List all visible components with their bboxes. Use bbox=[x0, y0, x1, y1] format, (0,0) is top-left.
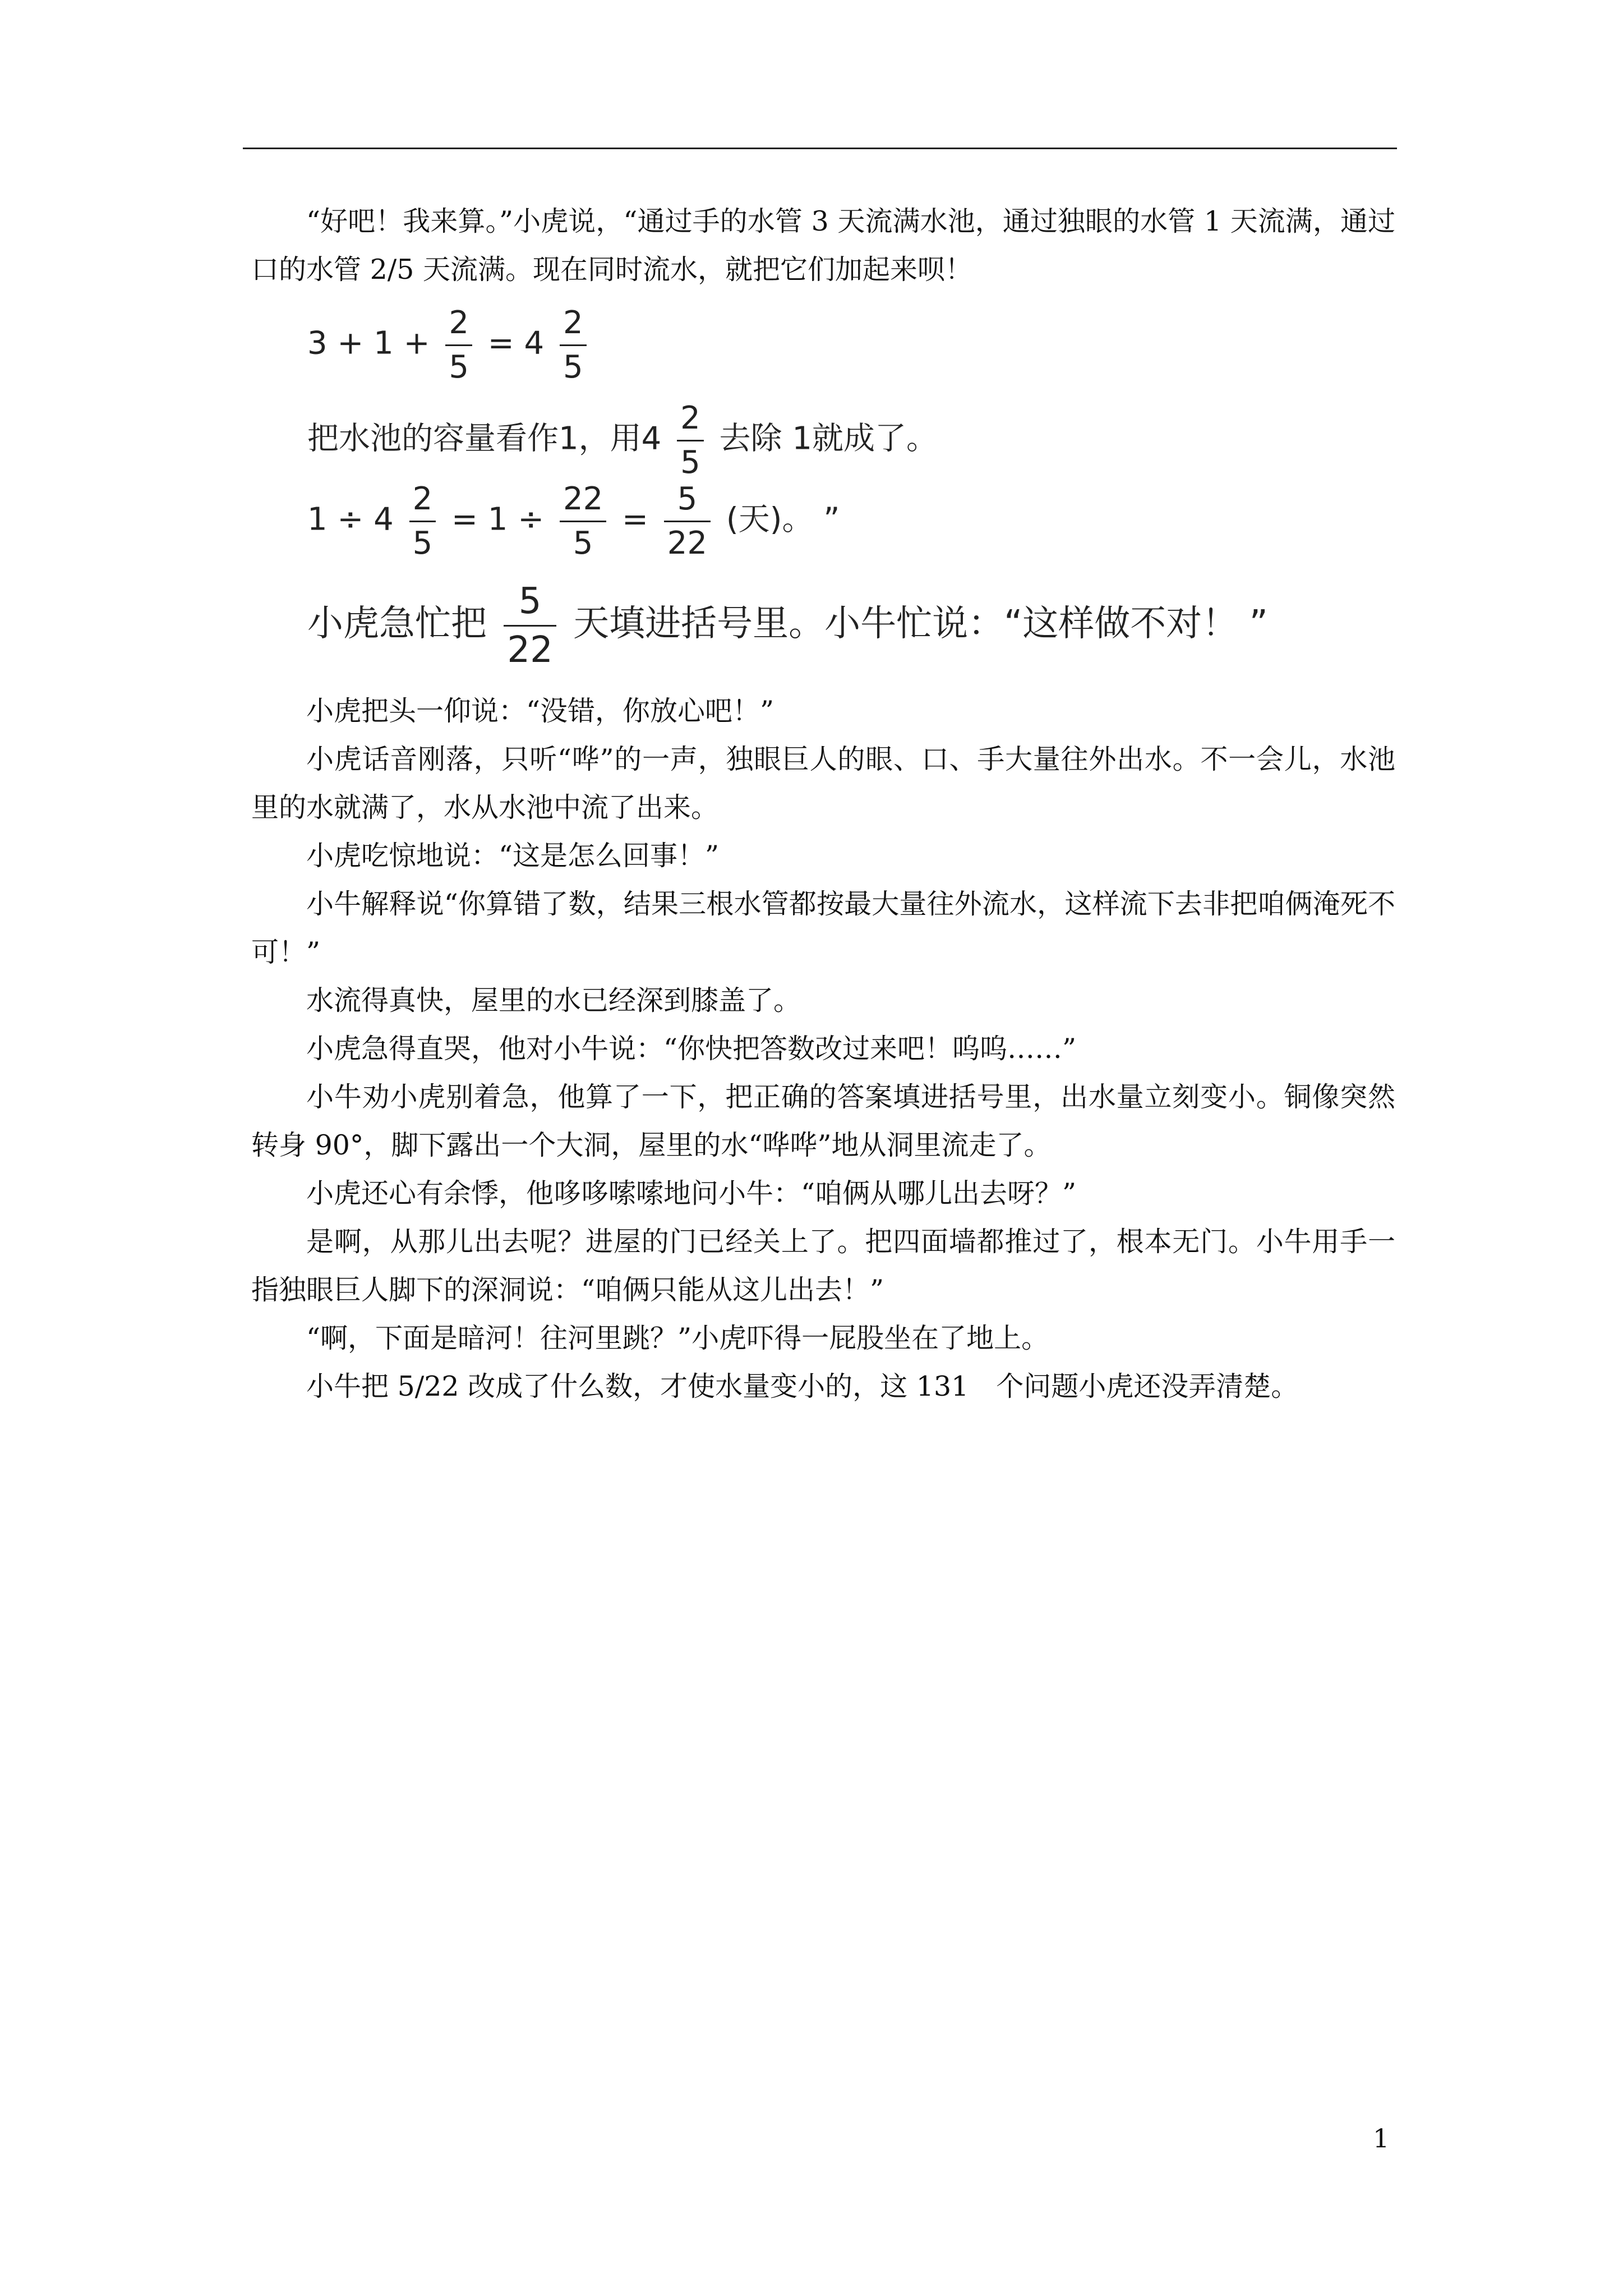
page-number: 1 bbox=[1373, 2123, 1390, 2154]
paragraph-4: 小虎吃惊地说：“这是怎么回事！” bbox=[306, 840, 720, 872]
fraction-denominator: 5 bbox=[412, 525, 433, 562]
header-rule bbox=[243, 148, 1397, 149]
fraction-bar bbox=[664, 521, 711, 522]
eq4-post: 天填进括号里。小牛忙说：“这样做不对！ ” bbox=[573, 603, 1268, 645]
paragraph-3: 小虎话音刚落，只听“哗”的一声，独眼巨人的眼、口、手大量往外出水。不一会儿，水池里的水就满了，水从水池中流了出来。 bbox=[251, 743, 1395, 823]
fraction-denominator: 5 bbox=[562, 349, 583, 385]
paragraph-8: 小牛劝小虎别着急，他算了一下，把正确的答案填进括号里，出水量立刻变小。铜像突然转身 90°，脚下露出一个大洞，屋里的水“哗哗”地从洞里流走了。 bbox=[251, 1081, 1395, 1161]
equation-sentence-large bbox=[307, 581, 1268, 671]
paragraph-7: 小虎急得直哭，他对小牛说：“你快把答数改过来吧！呜呜……” bbox=[306, 1033, 1077, 1065]
fraction-numerator: 5 bbox=[518, 581, 542, 622]
fraction bbox=[445, 307, 472, 383]
fraction-numerator: 2 bbox=[412, 481, 433, 517]
fraction-denominator: 22 bbox=[667, 525, 708, 562]
fraction-bar bbox=[560, 344, 587, 346]
fraction-bar bbox=[560, 521, 606, 522]
equation-sentence bbox=[307, 400, 938, 481]
fraction bbox=[664, 481, 711, 562]
fraction-numerator: 2 bbox=[449, 305, 469, 341]
fraction-numerator: 2 bbox=[680, 400, 700, 436]
fraction bbox=[560, 481, 606, 562]
eq1-lhs: 3 + 1 + bbox=[307, 325, 430, 362]
fraction-denominator: 5 bbox=[573, 525, 593, 562]
fraction bbox=[504, 581, 556, 671]
eq3-equals: = bbox=[622, 501, 648, 538]
eq3-lhs: 1 ÷ 4 bbox=[307, 501, 394, 538]
paragraph-6: 水流得真快，屋里的水已经深到膝盖了。 bbox=[306, 984, 801, 1016]
paragraph-2: 小虎把头一仰说：“没错，你放心吧！” bbox=[306, 695, 774, 727]
equation-division bbox=[307, 481, 840, 562]
eq4-pre: 小虎急忙把 bbox=[307, 603, 487, 645]
fraction-numerator: 2 bbox=[562, 305, 583, 341]
fraction bbox=[677, 400, 704, 481]
equation-sum bbox=[307, 307, 592, 383]
fraction-bar bbox=[677, 440, 704, 441]
fraction-bar bbox=[445, 344, 472, 346]
fraction-denominator: 5 bbox=[680, 444, 700, 481]
fraction-denominator: 22 bbox=[507, 629, 553, 671]
paragraph-12: 小牛把 5/22 改成了什么数，才使水量变小的，这 131 个问题小虎还没弄清楚。 bbox=[306, 1370, 1299, 1402]
fraction-bar bbox=[409, 521, 436, 522]
eq2-post: 去除 1就成了。 bbox=[719, 420, 938, 457]
eq3-post: (天)。 ” bbox=[726, 501, 840, 538]
fraction-denominator: 5 bbox=[449, 349, 469, 385]
fraction-bar bbox=[504, 625, 556, 627]
paragraph-1: “好吧！我来算。”小虎说，“通过手的水管 3 天流满水池，通过独眼的水管 1 天流满，通过口的水管 2/5 天流满。现在同时流水，就把它们加起来呗！ bbox=[251, 205, 1395, 286]
fraction-numerator: 5 bbox=[677, 481, 698, 517]
paragraph-9: 小虎还心有余悸，他哆哆嗦嗦地问小牛：“咱俩从哪儿出去呀？” bbox=[306, 1177, 1077, 1209]
fraction-numerator: 22 bbox=[562, 481, 603, 517]
eq3-mid: = 1 ÷ bbox=[451, 501, 545, 538]
paragraph-10: 是啊，从那儿出去呢？进屋的门已经关上了。把四面墙都推过了，根本无门。小牛用手一指独眼巨人脚下的深洞说：“咱俩只能从这儿出去！” bbox=[251, 1226, 1395, 1306]
paragraph-11: “啊，下面是暗河！往河里跳？”小虎吓得一屁股坐在了地上。 bbox=[306, 1322, 1049, 1354]
paragraph-5: 小牛解释说“你算错了数，结果三根水管都按最大量往外流水，这样流下去非把咱俩淹死不可！” bbox=[251, 888, 1395, 968]
fraction bbox=[560, 307, 587, 383]
fraction bbox=[409, 481, 436, 562]
eq1-equals: = 4 bbox=[487, 325, 545, 362]
eq2-pre: 把水池的容量看作1，用4 bbox=[307, 420, 662, 457]
